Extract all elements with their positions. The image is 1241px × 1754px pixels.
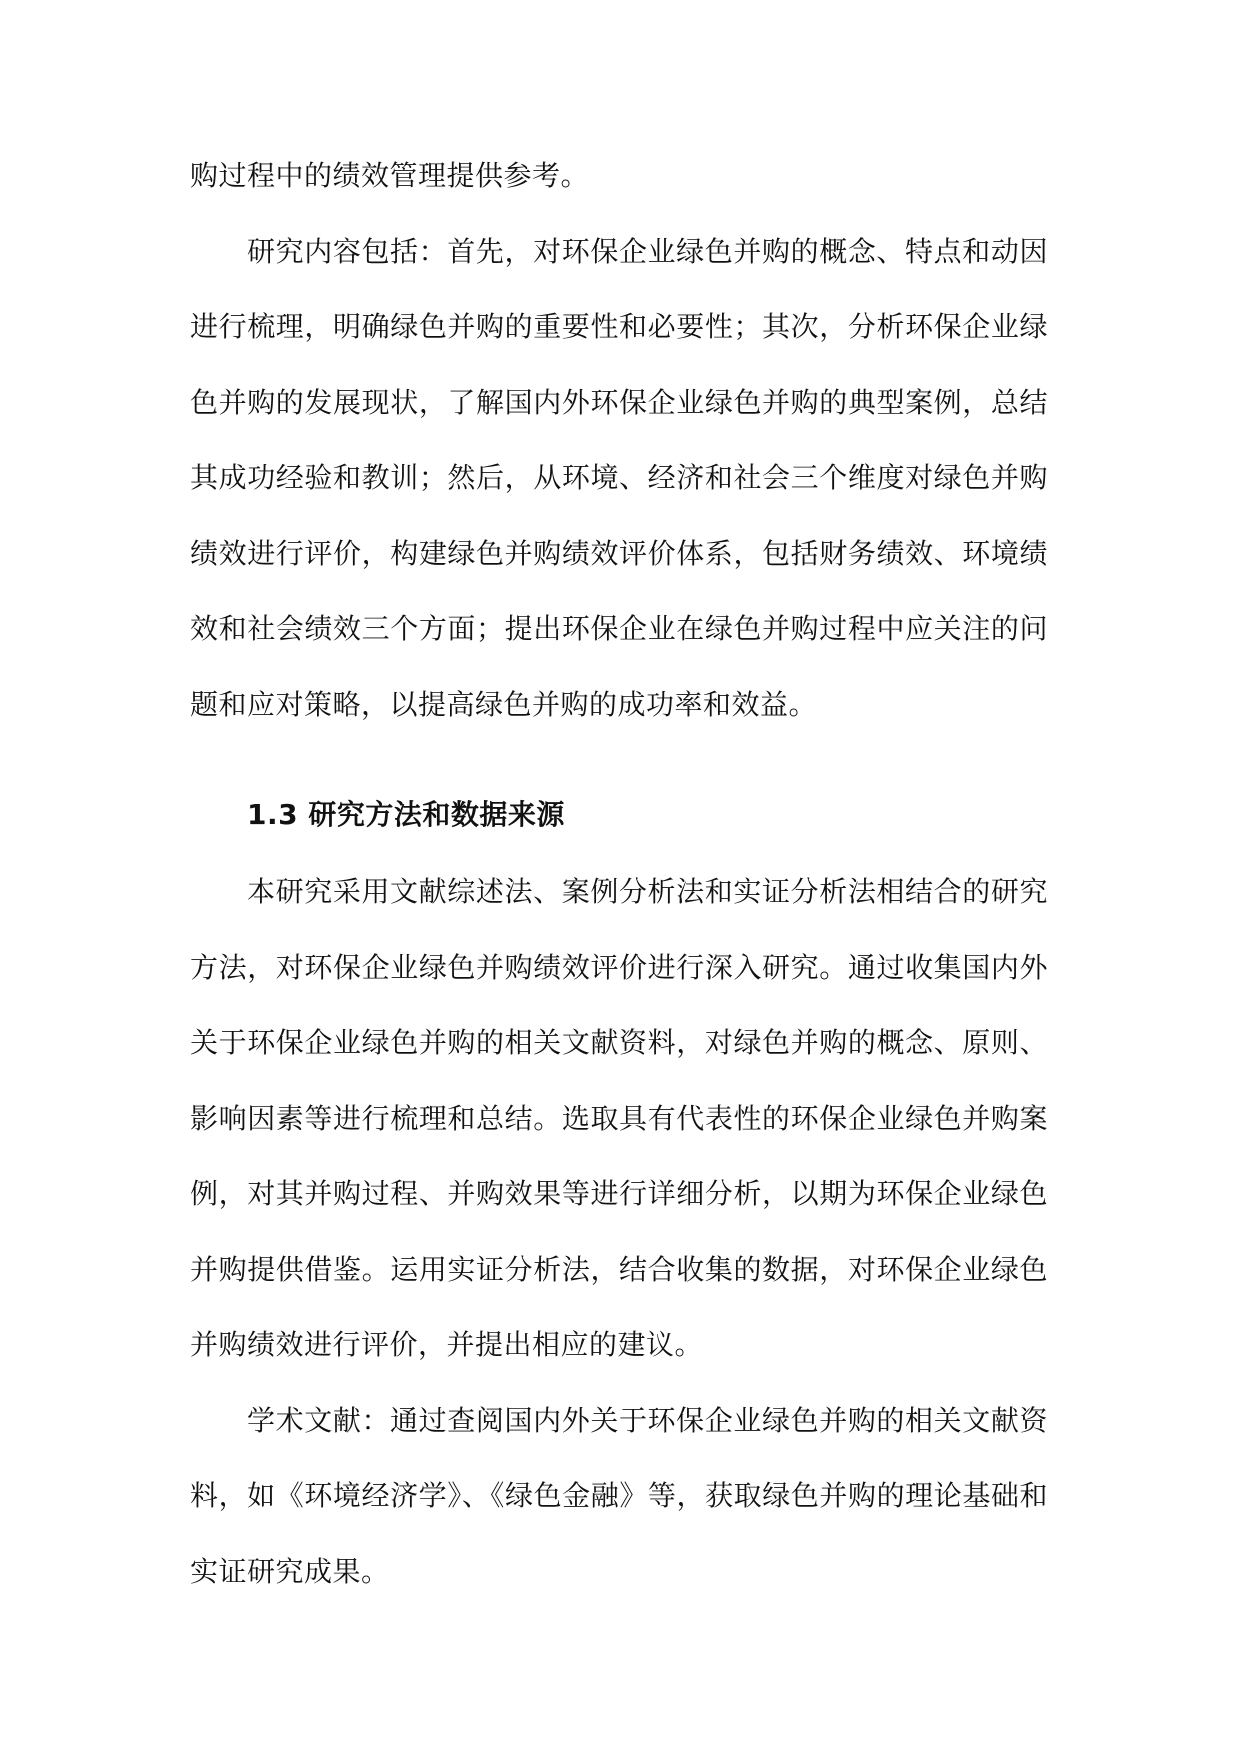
document-body — [190, 138, 1048, 1609]
section-heading: 1.3 研究方法和数据来源 — [247, 798, 565, 831]
paragraph-continuation: 购过程中的绩效管理提供参考。 — [190, 159, 590, 192]
paragraph-academic-literature: 学术文献：通过查阅国内外关于环保企业绿色并购的相关文献资料，如《环境经济学》、《绿色金融》等，获取绿色并购的理论基础和实证研究成果。 — [190, 1403, 1048, 1588]
paragraph-research-content: 研究内容包括：首先，对环保企业绿色并购的概念、特点和动因进行梳理，明确绿色并购的重要性和必要性；其次，分析环保企业绿色并购的发展现状，了解国内外环保企业绿色并购的典型案例，总结其成功经验和教训；然后，从环境、经济和社会三个维度对绿色并购绩效进行评价，构建绿色并购绩效评价体系，包括财务绩效、环境绩效和社会绩效三个方面；提出环保企业在绿色并购过程中应关注的问题和应对策略，以提高绿色并购的成功率和效益。 — [190, 234, 1048, 721]
paragraph-research-methods: 本研究采用文献综述法、案例分析法和实证分析法相结合的研究方法，对环保企业绿色并购绩效评价进行深入研究。通过收集国内外关于环保企业绿色并购的相关文献资料，对绿色并购的概念、原则、影响因素等进行梳理和总结。选取具有代表性的环保企业绿色并购案例，对其并购过程、并购效果等进行详细分析，以期为环保企业绿色并购提供借鉴。运用实证分析法，结合收集的数据，对环保企业绿色并购绩效进行评价，并提出相应的建议。 — [190, 875, 1048, 1361]
